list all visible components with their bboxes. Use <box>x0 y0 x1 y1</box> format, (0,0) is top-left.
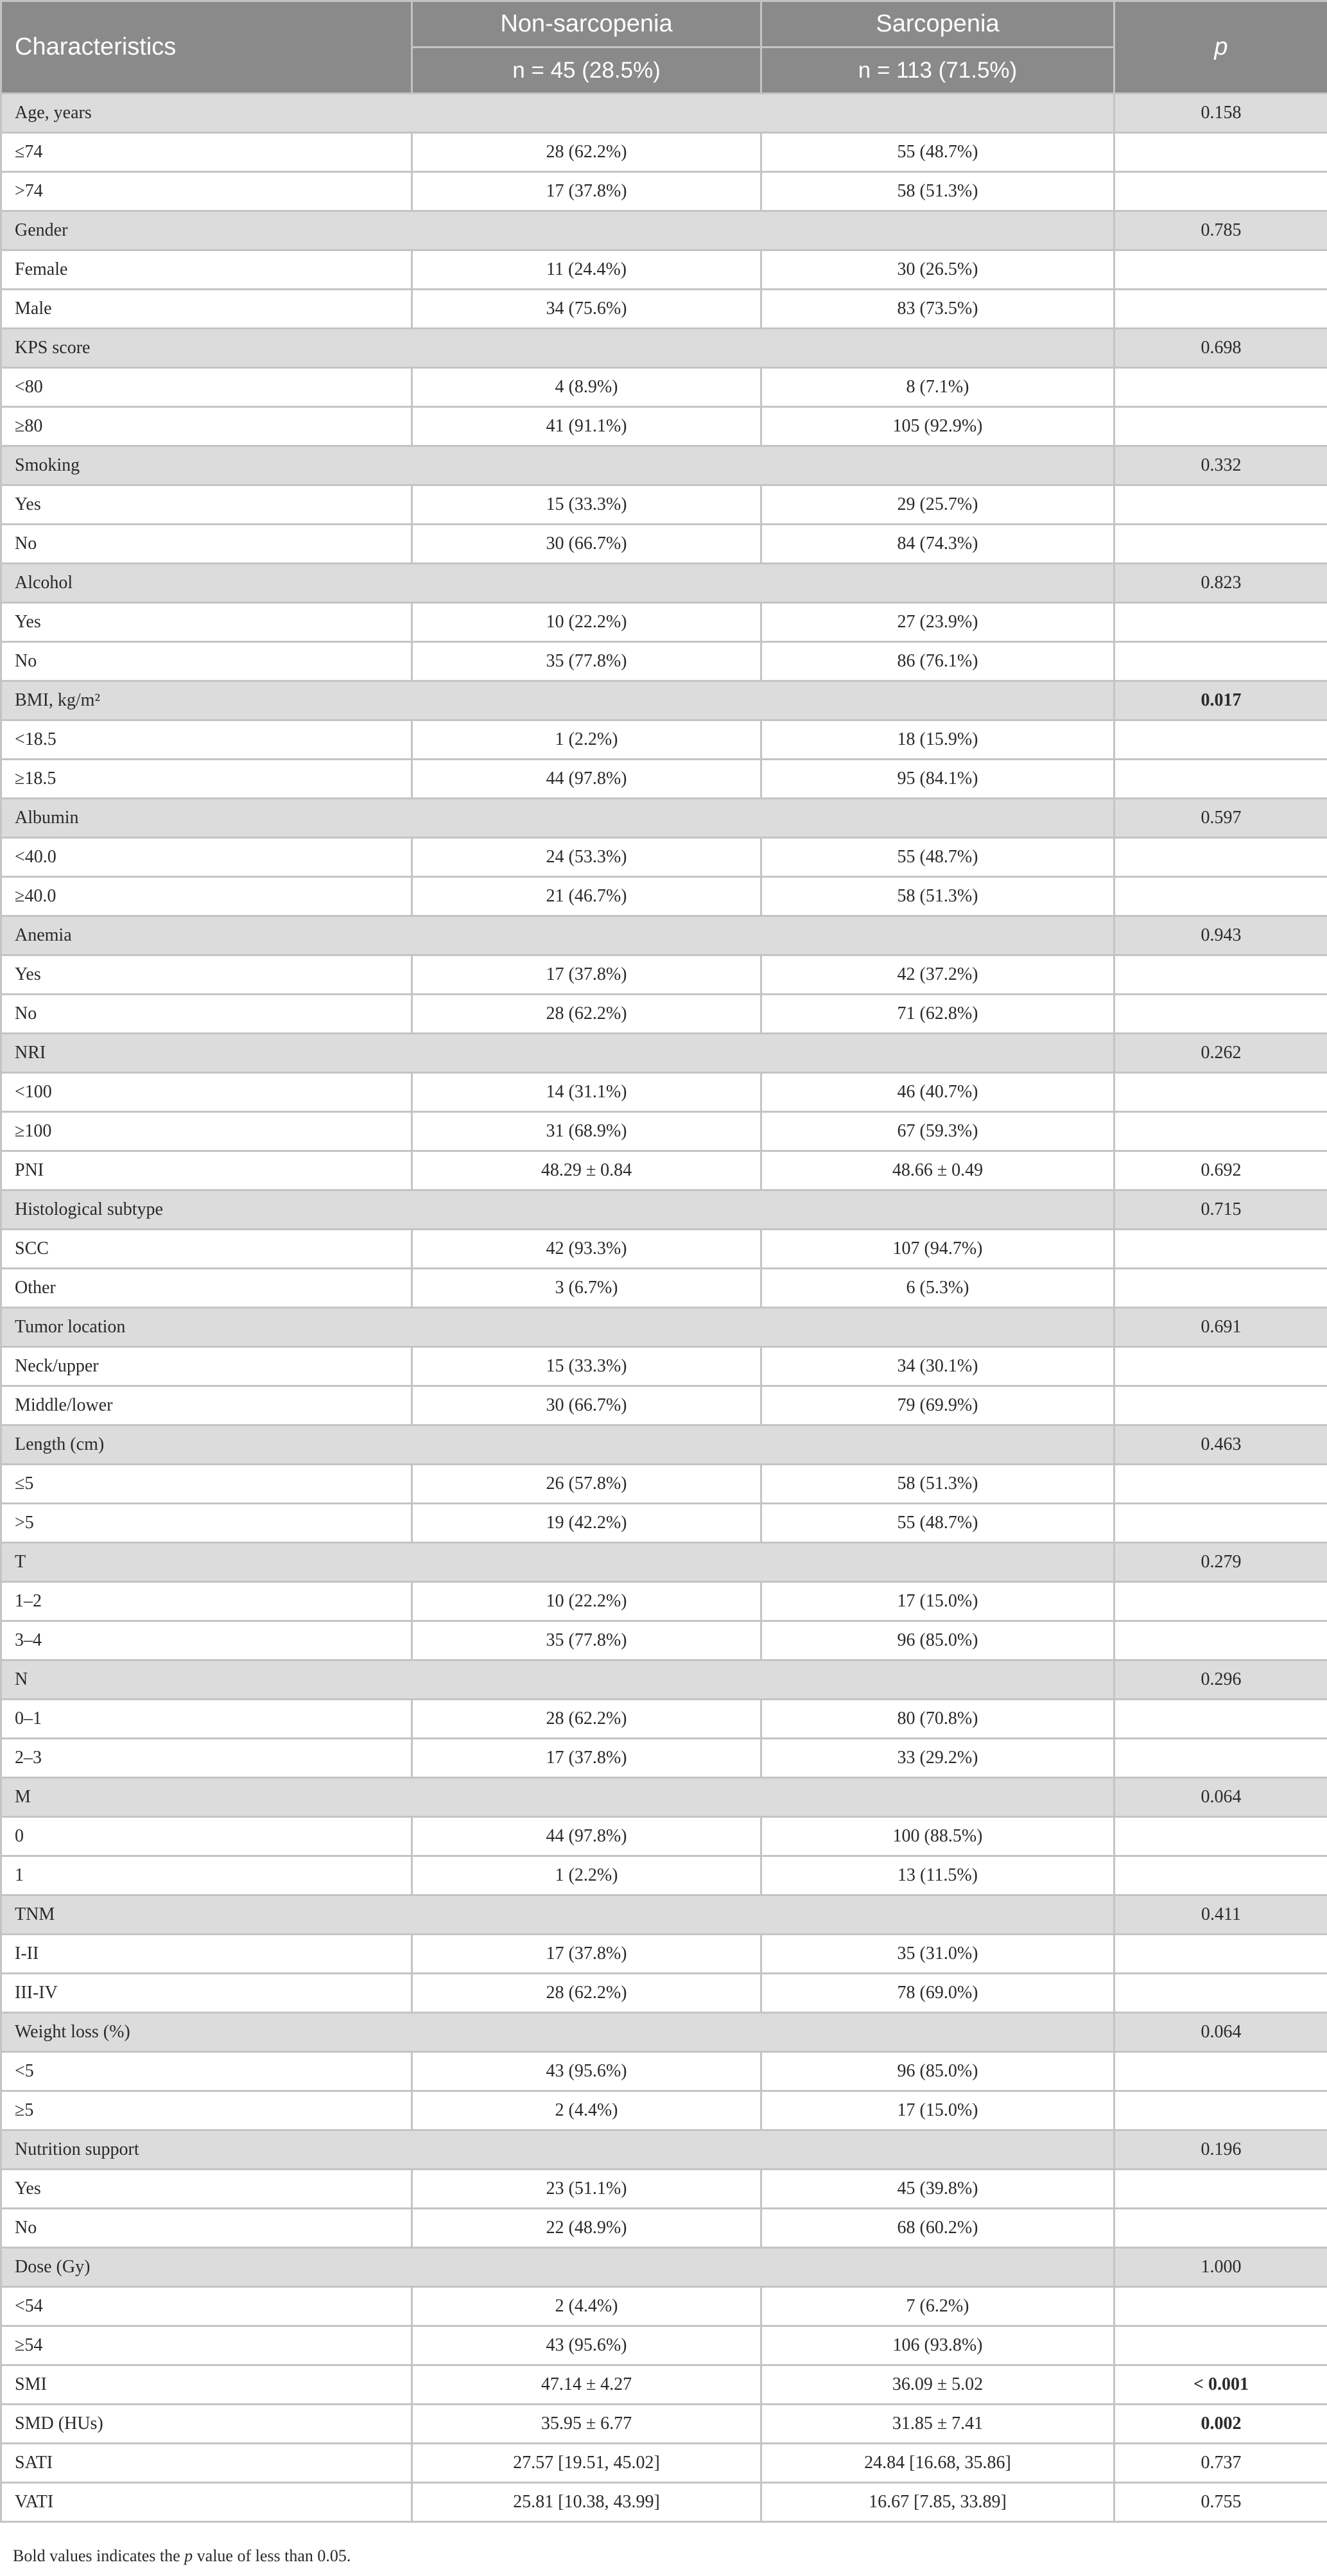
table-row <box>1 1230 1327 1269</box>
row-label: Yes <box>1 955 412 995</box>
row-label: ≤5 <box>1 1465 412 1504</box>
p-value-cell: 0.279 <box>1115 1543 1327 1582</box>
sarcopenia-cell: 105 (92.9%) <box>761 407 1115 446</box>
non-sarcopenia-cell: 44 (97.8%) <box>412 760 761 799</box>
p-value-cell: 0.064 <box>1115 1778 1327 1817</box>
p-value-cell <box>1115 250 1327 290</box>
table-group-row <box>1 1425 1327 1465</box>
p-value-cell <box>1115 2209 1327 2248</box>
p-value-cell <box>1115 2287 1327 2326</box>
row-label: ≥5 <box>1 2091 412 2130</box>
p-value-cell <box>1115 172 1327 211</box>
header-characteristics: Characteristics <box>1 1 412 94</box>
sarcopenia-cell: 100 (88.5%) <box>761 1817 1115 1856</box>
non-sarcopenia-cell: 43 (95.6%) <box>412 2326 761 2365</box>
row-label: >5 <box>1 1504 412 1543</box>
non-sarcopenia-cell: 21 (46.7%) <box>412 877 761 916</box>
sarcopenia-cell: 79 (69.9%) <box>761 1386 1115 1425</box>
p-value-cell <box>1115 1269 1327 1308</box>
sarcopenia-cell: 31.85 ± 7.41 <box>761 2405 1115 2444</box>
table-row <box>1 2170 1327 2209</box>
table-row <box>1 1817 1327 1856</box>
row-label: 3–4 <box>1 1621 412 1660</box>
non-sarcopenia-cell: 2 (4.4%) <box>412 2287 761 2326</box>
p-value-cell <box>1115 603 1327 642</box>
table-group-row <box>1 916 1327 955</box>
sarcopenia-cell: 55 (48.7%) <box>761 133 1115 172</box>
table-header <box>1 1 1327 94</box>
row-label: VATI <box>1 2483 412 2522</box>
p-value-cell <box>1115 1700 1327 1739</box>
sarcopenia-cell: 48.66 ± 0.49 <box>761 1151 1115 1190</box>
sarcopenia-cell: 16.67 [7.85, 33.89] <box>761 2483 1115 2522</box>
sarcopenia-cell: 78 (69.0%) <box>761 1974 1115 2013</box>
table-row <box>1 1974 1327 2013</box>
header-sarcopenia: Sarcopenia <box>761 1 1115 48</box>
row-label: No <box>1 995 412 1034</box>
sarcopenia-cell: 36.09 ± 5.02 <box>761 2365 1115 2405</box>
row-label: 1 <box>1 1856 412 1895</box>
table-row <box>1 1465 1327 1504</box>
table-group-row <box>1 446 1327 485</box>
table-group-row <box>1 2130 1327 2170</box>
non-sarcopenia-cell: 17 (37.8%) <box>412 172 761 211</box>
header-row <box>1 1 1327 48</box>
header-p-value: p <box>1115 1 1327 94</box>
p-value-cell <box>1115 1974 1327 2013</box>
group-label: Tumor location <box>1 1308 1115 1347</box>
non-sarcopenia-cell: 35 (77.8%) <box>412 1621 761 1660</box>
non-sarcopenia-cell: 44 (97.8%) <box>412 1817 761 1856</box>
non-sarcopenia-cell: 2 (4.4%) <box>412 2091 761 2130</box>
header-n-non-sarcopenia: n = 45 (28.5%) <box>412 48 761 94</box>
non-sarcopenia-cell: 1 (2.2%) <box>412 1856 761 1895</box>
group-label: M <box>1 1778 1115 1817</box>
p-value-cell: 0.755 <box>1115 2483 1327 2522</box>
row-label: Female <box>1 250 412 290</box>
non-sarcopenia-cell: 28 (62.2%) <box>412 133 761 172</box>
table-group-row <box>1 1034 1327 1073</box>
table-body <box>1 94 1327 2522</box>
sarcopenia-cell: 17 (15.0%) <box>761 1582 1115 1621</box>
table-group-row <box>1 1543 1327 1582</box>
non-sarcopenia-cell: 47.14 ± 4.27 <box>412 2365 761 2405</box>
sarcopenia-cell: 96 (85.0%) <box>761 1621 1115 1660</box>
non-sarcopenia-cell: 17 (37.8%) <box>412 1935 761 1974</box>
p-value-cell: 0.597 <box>1115 799 1327 838</box>
row-label: ≥54 <box>1 2326 412 2365</box>
row-label: Other <box>1 1269 412 1308</box>
group-label: Smoking <box>1 446 1115 485</box>
non-sarcopenia-cell: 27.57 [19.51, 45.02] <box>412 2444 761 2483</box>
table-row <box>1 1504 1327 1543</box>
table-group-row <box>1 1190 1327 1230</box>
non-sarcopenia-cell: 28 (62.2%) <box>412 995 761 1034</box>
row-label: ≥40.0 <box>1 877 412 916</box>
p-value-cell <box>1115 1621 1327 1660</box>
p-value-cell: 0.262 <box>1115 1034 1327 1073</box>
table-group-row <box>1 94 1327 133</box>
table-row <box>1 642 1327 681</box>
table-row <box>1 1073 1327 1112</box>
non-sarcopenia-cell: 3 (6.7%) <box>412 1269 761 1308</box>
p-value-cell <box>1115 1582 1327 1621</box>
table-row <box>1 407 1327 446</box>
p-value-cell <box>1115 1386 1327 1425</box>
sarcopenia-cell: 86 (76.1%) <box>761 642 1115 681</box>
p-value-cell <box>1115 720 1327 760</box>
sarcopenia-cell: 83 (73.5%) <box>761 290 1115 329</box>
table-row <box>1 485 1327 525</box>
sarcopenia-cell: 84 (74.3%) <box>761 525 1115 564</box>
non-sarcopenia-cell: 25.81 [10.38, 43.99] <box>412 2483 761 2522</box>
p-value-cell <box>1115 995 1327 1034</box>
table-row <box>1 2052 1327 2091</box>
non-sarcopenia-cell: 48.29 ± 0.84 <box>412 1151 761 1190</box>
row-label: I-II <box>1 1935 412 1974</box>
p-value-cell <box>1115 1856 1327 1895</box>
p-value-cell <box>1115 838 1327 877</box>
row-label: SMD (HUs) <box>1 2405 412 2444</box>
non-sarcopenia-cell: 15 (33.3%) <box>412 1347 761 1386</box>
group-label: Age, years <box>1 94 1115 133</box>
sarcopenia-cell: 6 (5.3%) <box>761 1269 1115 1308</box>
p-value-cell: 0.692 <box>1115 1151 1327 1190</box>
group-label: NRI <box>1 1034 1115 1073</box>
row-label: >74 <box>1 172 412 211</box>
sarcopenia-cell: 95 (84.1%) <box>761 760 1115 799</box>
row-label: ≤74 <box>1 133 412 172</box>
p-value-cell: 0.698 <box>1115 329 1327 368</box>
non-sarcopenia-cell: 30 (66.7%) <box>412 525 761 564</box>
table-row <box>1 133 1327 172</box>
table-group-row <box>1 1778 1327 1817</box>
table-row <box>1 720 1327 760</box>
p-value-cell <box>1115 1739 1327 1778</box>
p-value-cell <box>1115 2170 1327 2209</box>
sarcopenia-cell: 45 (39.8%) <box>761 2170 1115 2209</box>
p-value-cell: 0.823 <box>1115 564 1327 603</box>
sarcopenia-cell: 13 (11.5%) <box>761 1856 1115 1895</box>
sarcopenia-cell: 67 (59.3%) <box>761 1112 1115 1151</box>
non-sarcopenia-cell: 28 (62.2%) <box>412 1974 761 2013</box>
p-value-cell: 0.196 <box>1115 2130 1327 2170</box>
row-label: Neck/upper <box>1 1347 412 1386</box>
p-value-cell: 0.737 <box>1115 2444 1327 2483</box>
sarcopenia-cell: 33 (29.2%) <box>761 1739 1115 1778</box>
non-sarcopenia-cell: 34 (75.6%) <box>412 290 761 329</box>
p-value-cell <box>1115 485 1327 525</box>
non-sarcopenia-cell: 1 (2.2%) <box>412 720 761 760</box>
row-label: No <box>1 525 412 564</box>
table-stat-row <box>1 2483 1327 2522</box>
table-row <box>1 1347 1327 1386</box>
non-sarcopenia-cell: 28 (62.2%) <box>412 1700 761 1739</box>
row-label: SATI <box>1 2444 412 2483</box>
row-label: <54 <box>1 2287 412 2326</box>
footnote-text-before: Bold values indicates the <box>13 2546 185 2565</box>
p-value-cell <box>1115 642 1327 681</box>
p-value-cell <box>1115 2091 1327 2130</box>
row-label: ≥100 <box>1 1112 412 1151</box>
table-stat-row <box>1 1151 1327 1190</box>
sarcopenia-cell: 107 (94.7%) <box>761 1230 1115 1269</box>
p-value-cell: 0.411 <box>1115 1895 1327 1935</box>
table-row <box>1 250 1327 290</box>
p-value-cell: 0.785 <box>1115 211 1327 250</box>
row-label: SMI <box>1 2365 412 2405</box>
sarcopenia-cell: 34 (30.1%) <box>761 1347 1115 1386</box>
group-label: Nutrition support <box>1 2130 1115 2170</box>
group-label: Gender <box>1 211 1115 250</box>
non-sarcopenia-cell: 10 (22.2%) <box>412 603 761 642</box>
table-group-row <box>1 1895 1327 1935</box>
footnote-text-italic: p <box>184 2546 193 2565</box>
p-value-cell: 0.943 <box>1115 916 1327 955</box>
group-label: Alcohol <box>1 564 1115 603</box>
row-label: Male <box>1 290 412 329</box>
table-row <box>1 2287 1327 2326</box>
row-label: ≥18.5 <box>1 760 412 799</box>
p-value-cell <box>1115 877 1327 916</box>
table-row <box>1 877 1327 916</box>
row-label: No <box>1 642 412 681</box>
table-group-row <box>1 1308 1327 1347</box>
non-sarcopenia-cell: 22 (48.9%) <box>412 2209 761 2248</box>
sarcopenia-cell: 80 (70.8%) <box>761 1700 1115 1739</box>
non-sarcopenia-cell: 17 (37.8%) <box>412 955 761 995</box>
group-label: BMI, kg/m² <box>1 681 1115 720</box>
sarcopenia-cell: 29 (25.7%) <box>761 485 1115 525</box>
table-row <box>1 290 1327 329</box>
table-group-row <box>1 329 1327 368</box>
p-value-cell: 0.158 <box>1115 94 1327 133</box>
row-label: 0–1 <box>1 1700 412 1739</box>
p-value-cell: 0.296 <box>1115 1660 1327 1700</box>
non-sarcopenia-cell: 19 (42.2%) <box>412 1504 761 1543</box>
non-sarcopenia-cell: 41 (91.1%) <box>412 407 761 446</box>
table-row <box>1 1386 1327 1425</box>
table-row <box>1 1700 1327 1739</box>
p-value-cell <box>1115 133 1327 172</box>
row-label: Yes <box>1 603 412 642</box>
table-row <box>1 603 1327 642</box>
group-label: Dose (Gy) <box>1 2248 1115 2287</box>
sarcopenia-cell: 68 (60.2%) <box>761 2209 1115 2248</box>
table-group-row <box>1 2013 1327 2052</box>
non-sarcopenia-cell: 31 (68.9%) <box>412 1112 761 1151</box>
table-group-row <box>1 681 1327 720</box>
p-value-cell <box>1115 407 1327 446</box>
non-sarcopenia-cell: 26 (57.8%) <box>412 1465 761 1504</box>
header-non-sarcopenia: Non-sarcopenia <box>412 1 761 48</box>
table-row <box>1 1582 1327 1621</box>
row-label: <18.5 <box>1 720 412 760</box>
p-value-cell: 0.332 <box>1115 446 1327 485</box>
row-label: <40.0 <box>1 838 412 877</box>
sarcopenia-cell: 17 (15.0%) <box>761 2091 1115 2130</box>
p-value-cell <box>1115 1504 1327 1543</box>
p-value-cell <box>1115 1073 1327 1112</box>
table-row <box>1 955 1327 995</box>
table-stat-row <box>1 2365 1327 2405</box>
group-label: Anemia <box>1 916 1115 955</box>
group-label: Histological subtype <box>1 1190 1115 1230</box>
p-value-cell <box>1115 1935 1327 1974</box>
table-group-row <box>1 2248 1327 2287</box>
sarcopenia-cell: 35 (31.0%) <box>761 1935 1115 1974</box>
p-value-cell: 0.002 <box>1115 2405 1327 2444</box>
group-label: T <box>1 1543 1115 1582</box>
table-group-row <box>1 564 1327 603</box>
sarcopenia-cell: 7 (6.2%) <box>761 2287 1115 2326</box>
table-row <box>1 2091 1327 2130</box>
p-value-cell <box>1115 368 1327 407</box>
table-group-row <box>1 1660 1327 1700</box>
sarcopenia-cell: 106 (93.8%) <box>761 2326 1115 2365</box>
non-sarcopenia-cell: 35 (77.8%) <box>412 642 761 681</box>
row-label: Yes <box>1 485 412 525</box>
table-row <box>1 1739 1327 1778</box>
non-sarcopenia-cell: 43 (95.6%) <box>412 2052 761 2091</box>
header-n-sarcopenia: n = 113 (71.5%) <box>761 48 1115 94</box>
group-label: TNM <box>1 1895 1115 1935</box>
table-row <box>1 1269 1327 1308</box>
p-value-cell <box>1115 290 1327 329</box>
sarcopenia-cell: 18 (15.9%) <box>761 720 1115 760</box>
non-sarcopenia-cell: 11 (24.4%) <box>412 250 761 290</box>
table-row <box>1 2209 1327 2248</box>
sarcopenia-cell: 71 (62.8%) <box>761 995 1115 1034</box>
row-label: <100 <box>1 1073 412 1112</box>
non-sarcopenia-cell: 15 (33.3%) <box>412 485 761 525</box>
p-value-cell <box>1115 2326 1327 2365</box>
row-label: 0 <box>1 1817 412 1856</box>
row-label: Middle/lower <box>1 1386 412 1425</box>
non-sarcopenia-cell: 35.95 ± 6.77 <box>412 2405 761 2444</box>
row-label: PNI <box>1 1151 412 1190</box>
non-sarcopenia-cell: 10 (22.2%) <box>412 1582 761 1621</box>
table-row <box>1 1621 1327 1660</box>
table-stat-row <box>1 2405 1327 2444</box>
p-value-cell <box>1115 760 1327 799</box>
table-row <box>1 1856 1327 1895</box>
table-footnote <box>13 2546 351 2566</box>
table-row <box>1 2326 1327 2365</box>
table-row <box>1 995 1327 1034</box>
sarcopenia-cell: 58 (51.3%) <box>761 172 1115 211</box>
p-value-cell <box>1115 525 1327 564</box>
p-value-cell <box>1115 1112 1327 1151</box>
p-value-cell: 0.463 <box>1115 1425 1327 1465</box>
table-row <box>1 1935 1327 1974</box>
table-row <box>1 760 1327 799</box>
sarcopenia-cell: 55 (48.7%) <box>761 838 1115 877</box>
non-sarcopenia-cell: 23 (51.1%) <box>412 2170 761 2209</box>
non-sarcopenia-cell: 24 (53.3%) <box>412 838 761 877</box>
p-value-cell <box>1115 1347 1327 1386</box>
group-label: Weight loss (%) <box>1 2013 1115 2052</box>
non-sarcopenia-cell: 14 (31.1%) <box>412 1073 761 1112</box>
non-sarcopenia-cell: 17 (37.8%) <box>412 1739 761 1778</box>
row-label: 1–2 <box>1 1582 412 1621</box>
p-value-cell: < 0.001 <box>1115 2365 1327 2405</box>
sarcopenia-cell: 24.84 [16.68, 35.86] <box>761 2444 1115 2483</box>
sarcopenia-cell: 58 (51.3%) <box>761 1465 1115 1504</box>
table-stat-row <box>1 2444 1327 2483</box>
row-label: Yes <box>1 2170 412 2209</box>
row-label: ≥80 <box>1 407 412 446</box>
sarcopenia-cell: 42 (37.2%) <box>761 955 1115 995</box>
row-label: 2–3 <box>1 1739 412 1778</box>
p-value-cell: 1.000 <box>1115 2248 1327 2287</box>
row-label: <80 <box>1 368 412 407</box>
table-row <box>1 525 1327 564</box>
sarcopenia-cell: 58 (51.3%) <box>761 877 1115 916</box>
group-label: Length (cm) <box>1 1425 1115 1465</box>
p-value-cell <box>1115 2052 1327 2091</box>
p-value-cell <box>1115 1465 1327 1504</box>
p-value-cell: 0.017 <box>1115 681 1327 720</box>
table-row <box>1 838 1327 877</box>
footnote-text-after: value of less than 0.05. <box>193 2546 351 2565</box>
p-value-cell <box>1115 955 1327 995</box>
row-label: No <box>1 2209 412 2248</box>
row-label: <5 <box>1 2052 412 2091</box>
p-value-cell: 0.064 <box>1115 2013 1327 2052</box>
p-value-cell <box>1115 1230 1327 1269</box>
table-row <box>1 172 1327 211</box>
sarcopenia-cell: 96 (85.0%) <box>761 2052 1115 2091</box>
group-label: N <box>1 1660 1115 1700</box>
sarcopenia-cell: 30 (26.5%) <box>761 250 1115 290</box>
non-sarcopenia-cell: 42 (93.3%) <box>412 1230 761 1269</box>
sarcopenia-cell: 27 (23.9%) <box>761 603 1115 642</box>
row-label: III-IV <box>1 1974 412 2013</box>
group-label: KPS score <box>1 329 1115 368</box>
p-value-cell: 0.715 <box>1115 1190 1327 1230</box>
sarcopenia-cell: 8 (7.1%) <box>761 368 1115 407</box>
table-row <box>1 368 1327 407</box>
p-value-cell <box>1115 1817 1327 1856</box>
non-sarcopenia-cell: 4 (8.9%) <box>412 368 761 407</box>
sarcopenia-cell: 46 (40.7%) <box>761 1073 1115 1112</box>
non-sarcopenia-cell: 30 (66.7%) <box>412 1386 761 1425</box>
sarcopenia-cell: 55 (48.7%) <box>761 1504 1115 1543</box>
p-value-cell: 0.691 <box>1115 1308 1327 1347</box>
table-row <box>1 1112 1327 1151</box>
group-label: Albumin <box>1 799 1115 838</box>
table-group-row <box>1 799 1327 838</box>
row-label: SCC <box>1 1230 412 1269</box>
table-group-row <box>1 211 1327 250</box>
